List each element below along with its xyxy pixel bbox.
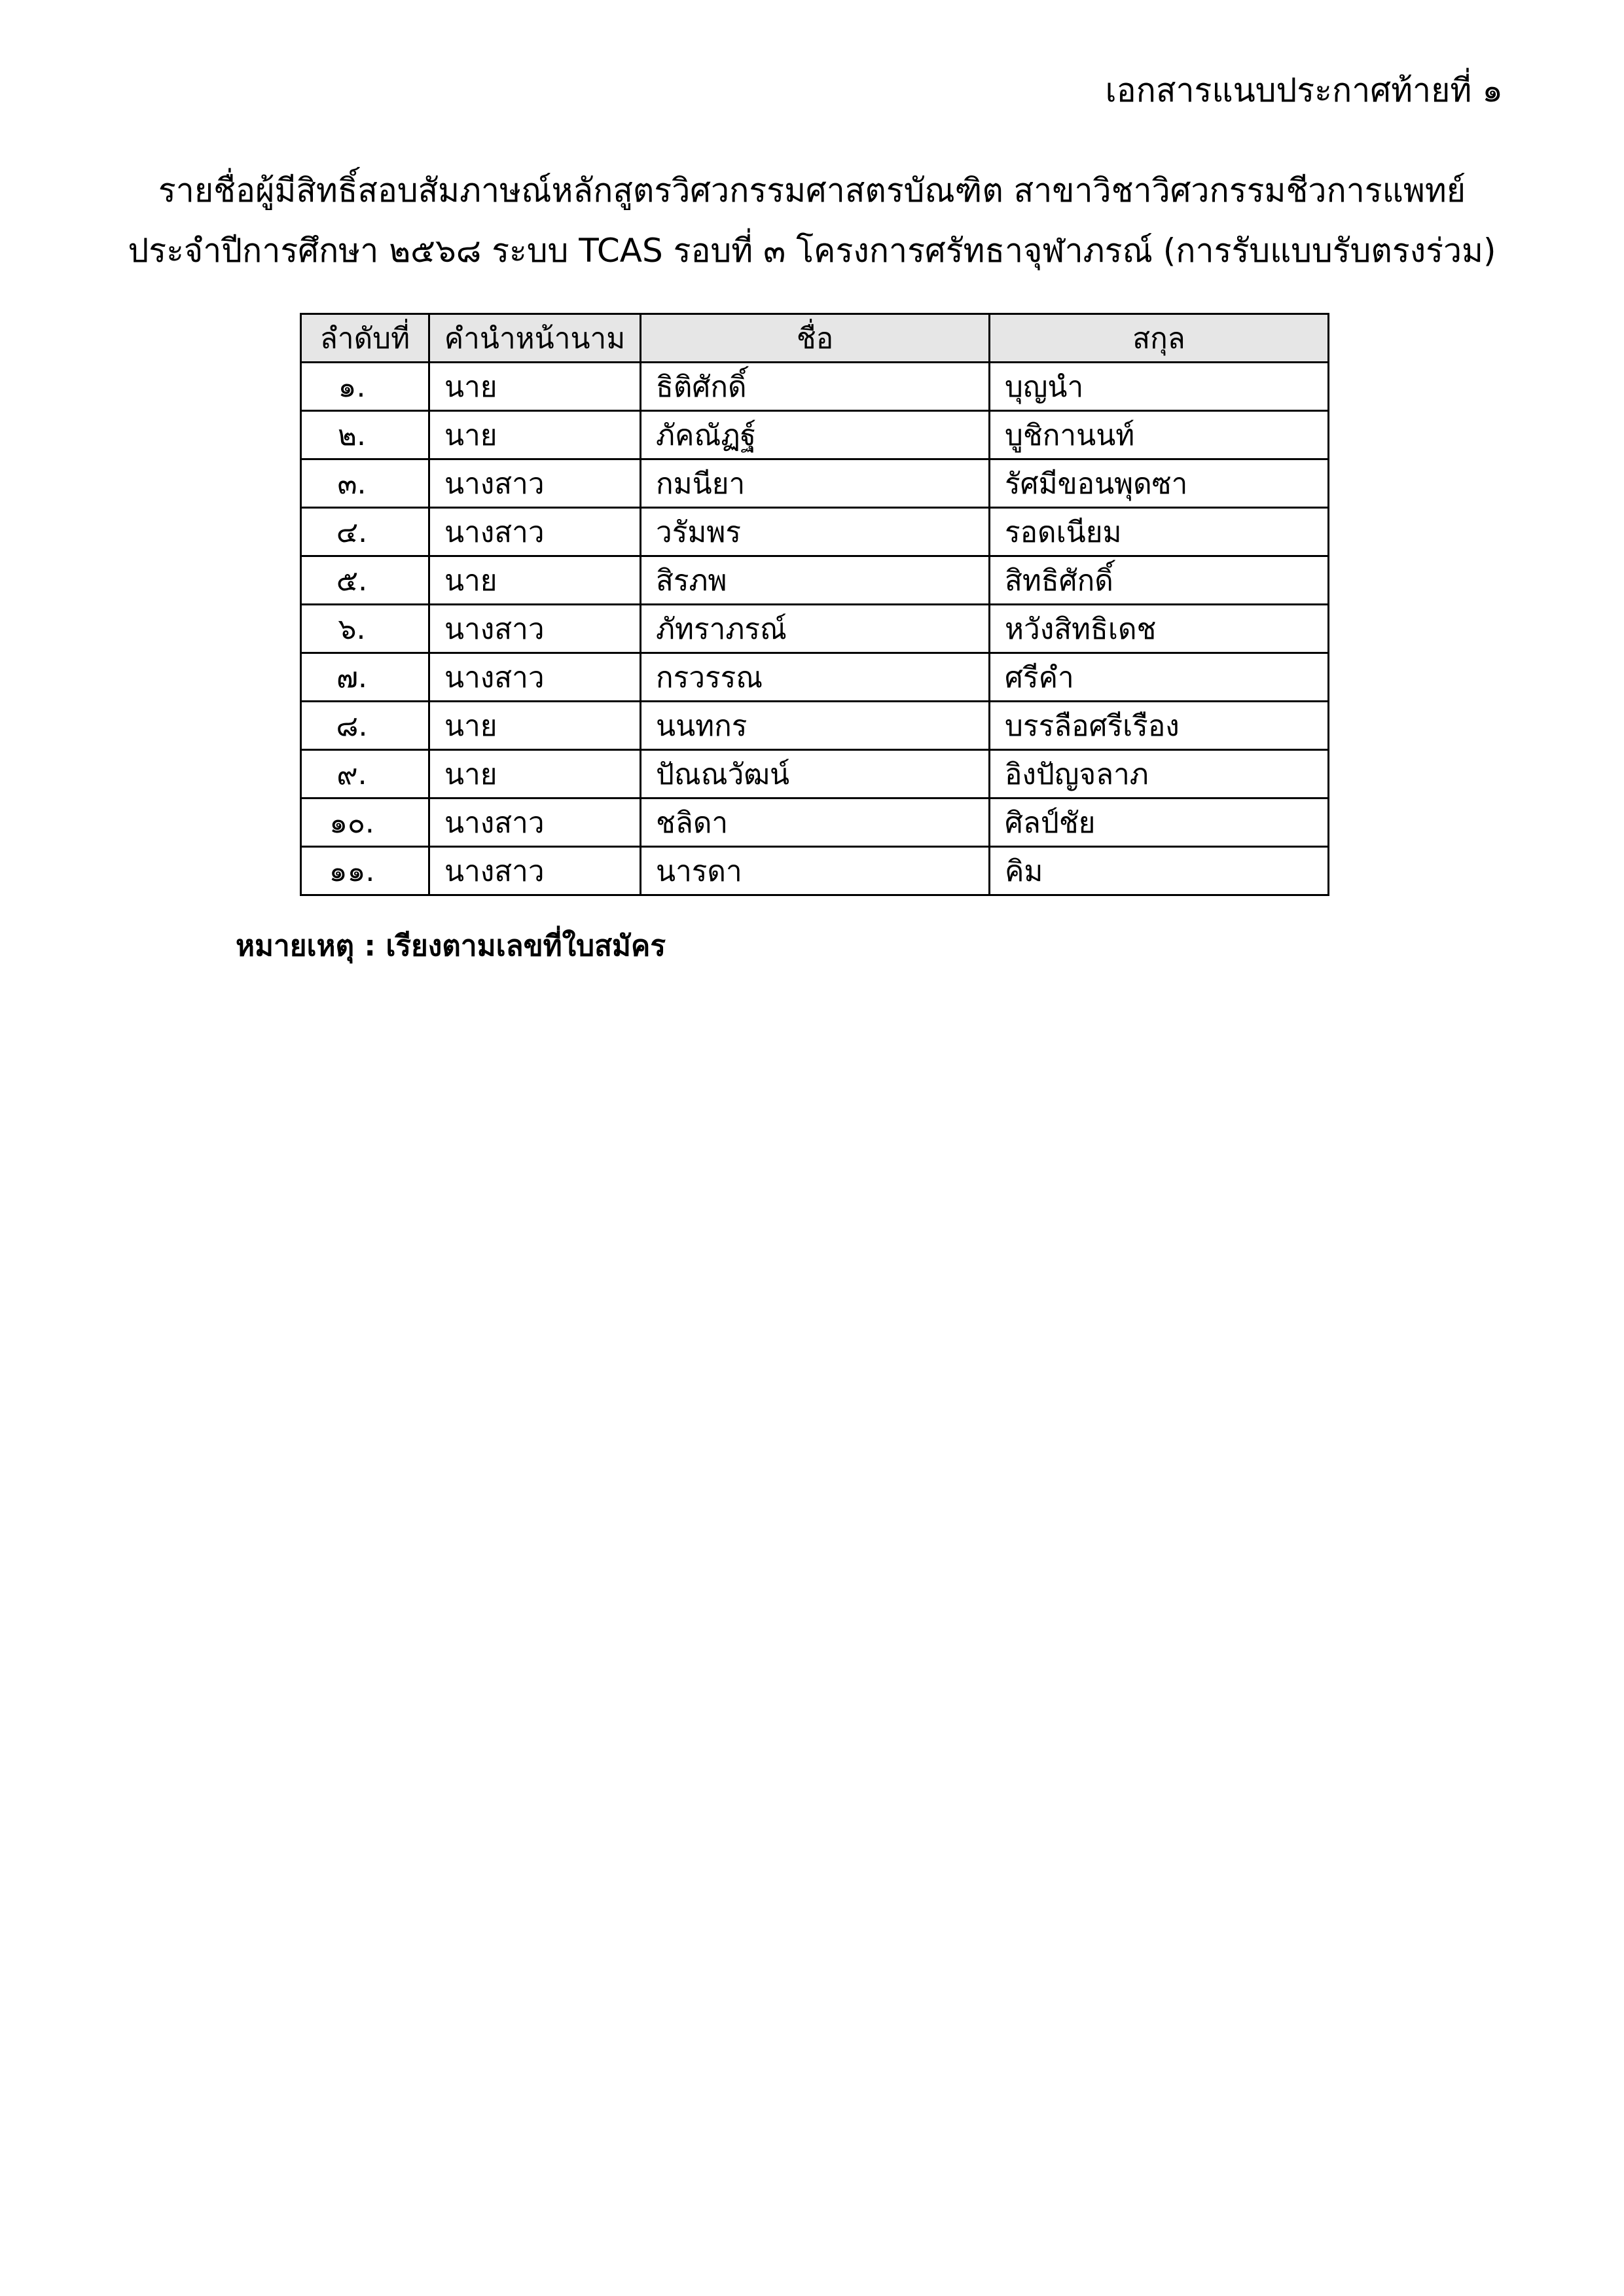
document-title xyxy=(0,160,1624,281)
header-last-name: สกุล xyxy=(990,314,1329,363)
first-name-cell: นารดา xyxy=(641,847,990,895)
table-row xyxy=(301,847,1329,895)
first-name-cell: นนทกร xyxy=(641,702,990,750)
header-first-name: ชื่อ xyxy=(641,314,990,363)
prefix-cell: นาย xyxy=(429,750,641,798)
attachment-label: เอกสารแนบประกาศท้ายที่ ๑ xyxy=(1105,71,1503,109)
prefix-cell: นางสาว xyxy=(429,459,641,508)
prefix-cell: นางสาว xyxy=(429,847,641,895)
prefix-cell: นางสาว xyxy=(429,508,641,556)
table-header-row xyxy=(301,314,1329,363)
last-name-cell: บุญนำ xyxy=(990,363,1329,411)
first-name-cell: ปัณณวัฒน์ xyxy=(641,750,990,798)
table-row xyxy=(301,605,1329,653)
table-row xyxy=(301,702,1329,750)
prefix-cell: นางสาว xyxy=(429,605,641,653)
last-name-cell: รัศมีขอนพุดซา xyxy=(990,459,1329,508)
first-name-cell: ภัทราภรณ์ xyxy=(641,605,990,653)
last-name-cell: บรรลือศรีเรือง xyxy=(990,702,1329,750)
first-name-cell: กมนียา xyxy=(641,459,990,508)
first-name-cell: วรัมพร xyxy=(641,508,990,556)
last-name-cell: อิงปัญจลาภ xyxy=(990,750,1329,798)
order-cell: ๕. xyxy=(301,556,429,605)
last-name-cell: หวังสิทธิเดช xyxy=(990,605,1329,653)
last-name-cell: สิทธิศักดิ์ xyxy=(990,556,1329,605)
prefix-cell: นาย xyxy=(429,702,641,750)
header-order: ลำดับที่ xyxy=(301,314,429,363)
header-prefix: คำนำหน้านาม xyxy=(429,314,641,363)
last-name-cell: ศิลป์ชัย xyxy=(990,798,1329,847)
first-name-cell: สิรภพ xyxy=(641,556,990,605)
order-cell: ๗. xyxy=(301,653,429,702)
title-line-2: ประจำปีการศึกษา ๒๕๖๘ ระบบ TCAS รอบที่ ๓ โครงการศรัทธาจุฬาภรณ์ (การรับแบบรับตรงร่วม) xyxy=(128,232,1496,270)
first-name-cell: ชลิดา xyxy=(641,798,990,847)
order-cell: ๙. xyxy=(301,750,429,798)
table-row xyxy=(301,363,1329,411)
table-row xyxy=(301,459,1329,508)
last-name-cell: คิม xyxy=(990,847,1329,895)
candidate-table xyxy=(300,313,1329,896)
last-name-cell: ศรีคำ xyxy=(990,653,1329,702)
order-cell: ๔. xyxy=(301,508,429,556)
first-name-cell: กรวรรณ xyxy=(641,653,990,702)
remark-note: หมายเหตุ : เรียงตามเลขที่ใบสมัคร xyxy=(236,929,666,963)
order-cell: ๓. xyxy=(301,459,429,508)
first-name-cell: ธิติศักดิ์ xyxy=(641,363,990,411)
order-cell: ๒. xyxy=(301,411,429,459)
table-row xyxy=(301,556,1329,605)
prefix-cell: นางสาว xyxy=(429,798,641,847)
last-name-cell: บูชิกานนท์ xyxy=(990,411,1329,459)
prefix-cell: นางสาว xyxy=(429,653,641,702)
title-line-1: รายชื่อผู้มีสิทธิ์สอบสัมภาษณ์หลักสูตรวิศวกรรมศาสตรบัณฑิต สาขาวิชาวิศวกรรมชีวการแพทย์ xyxy=(158,171,1466,209)
table-row xyxy=(301,508,1329,556)
order-cell: ๑๑. xyxy=(301,847,429,895)
table-row xyxy=(301,750,1329,798)
table-row xyxy=(301,411,1329,459)
order-cell: ๘. xyxy=(301,702,429,750)
first-name-cell: ภัคณัฏฐ์ xyxy=(641,411,990,459)
table-row xyxy=(301,798,1329,847)
last-name-cell: รอดเนียม xyxy=(990,508,1329,556)
order-cell: ๑๐. xyxy=(301,798,429,847)
table-body xyxy=(301,363,1329,895)
order-cell: ๑. xyxy=(301,363,429,411)
prefix-cell: นาย xyxy=(429,411,641,459)
prefix-cell: นาย xyxy=(429,556,641,605)
table-row xyxy=(301,653,1329,702)
order-cell: ๖. xyxy=(301,605,429,653)
prefix-cell: นาย xyxy=(429,363,641,411)
